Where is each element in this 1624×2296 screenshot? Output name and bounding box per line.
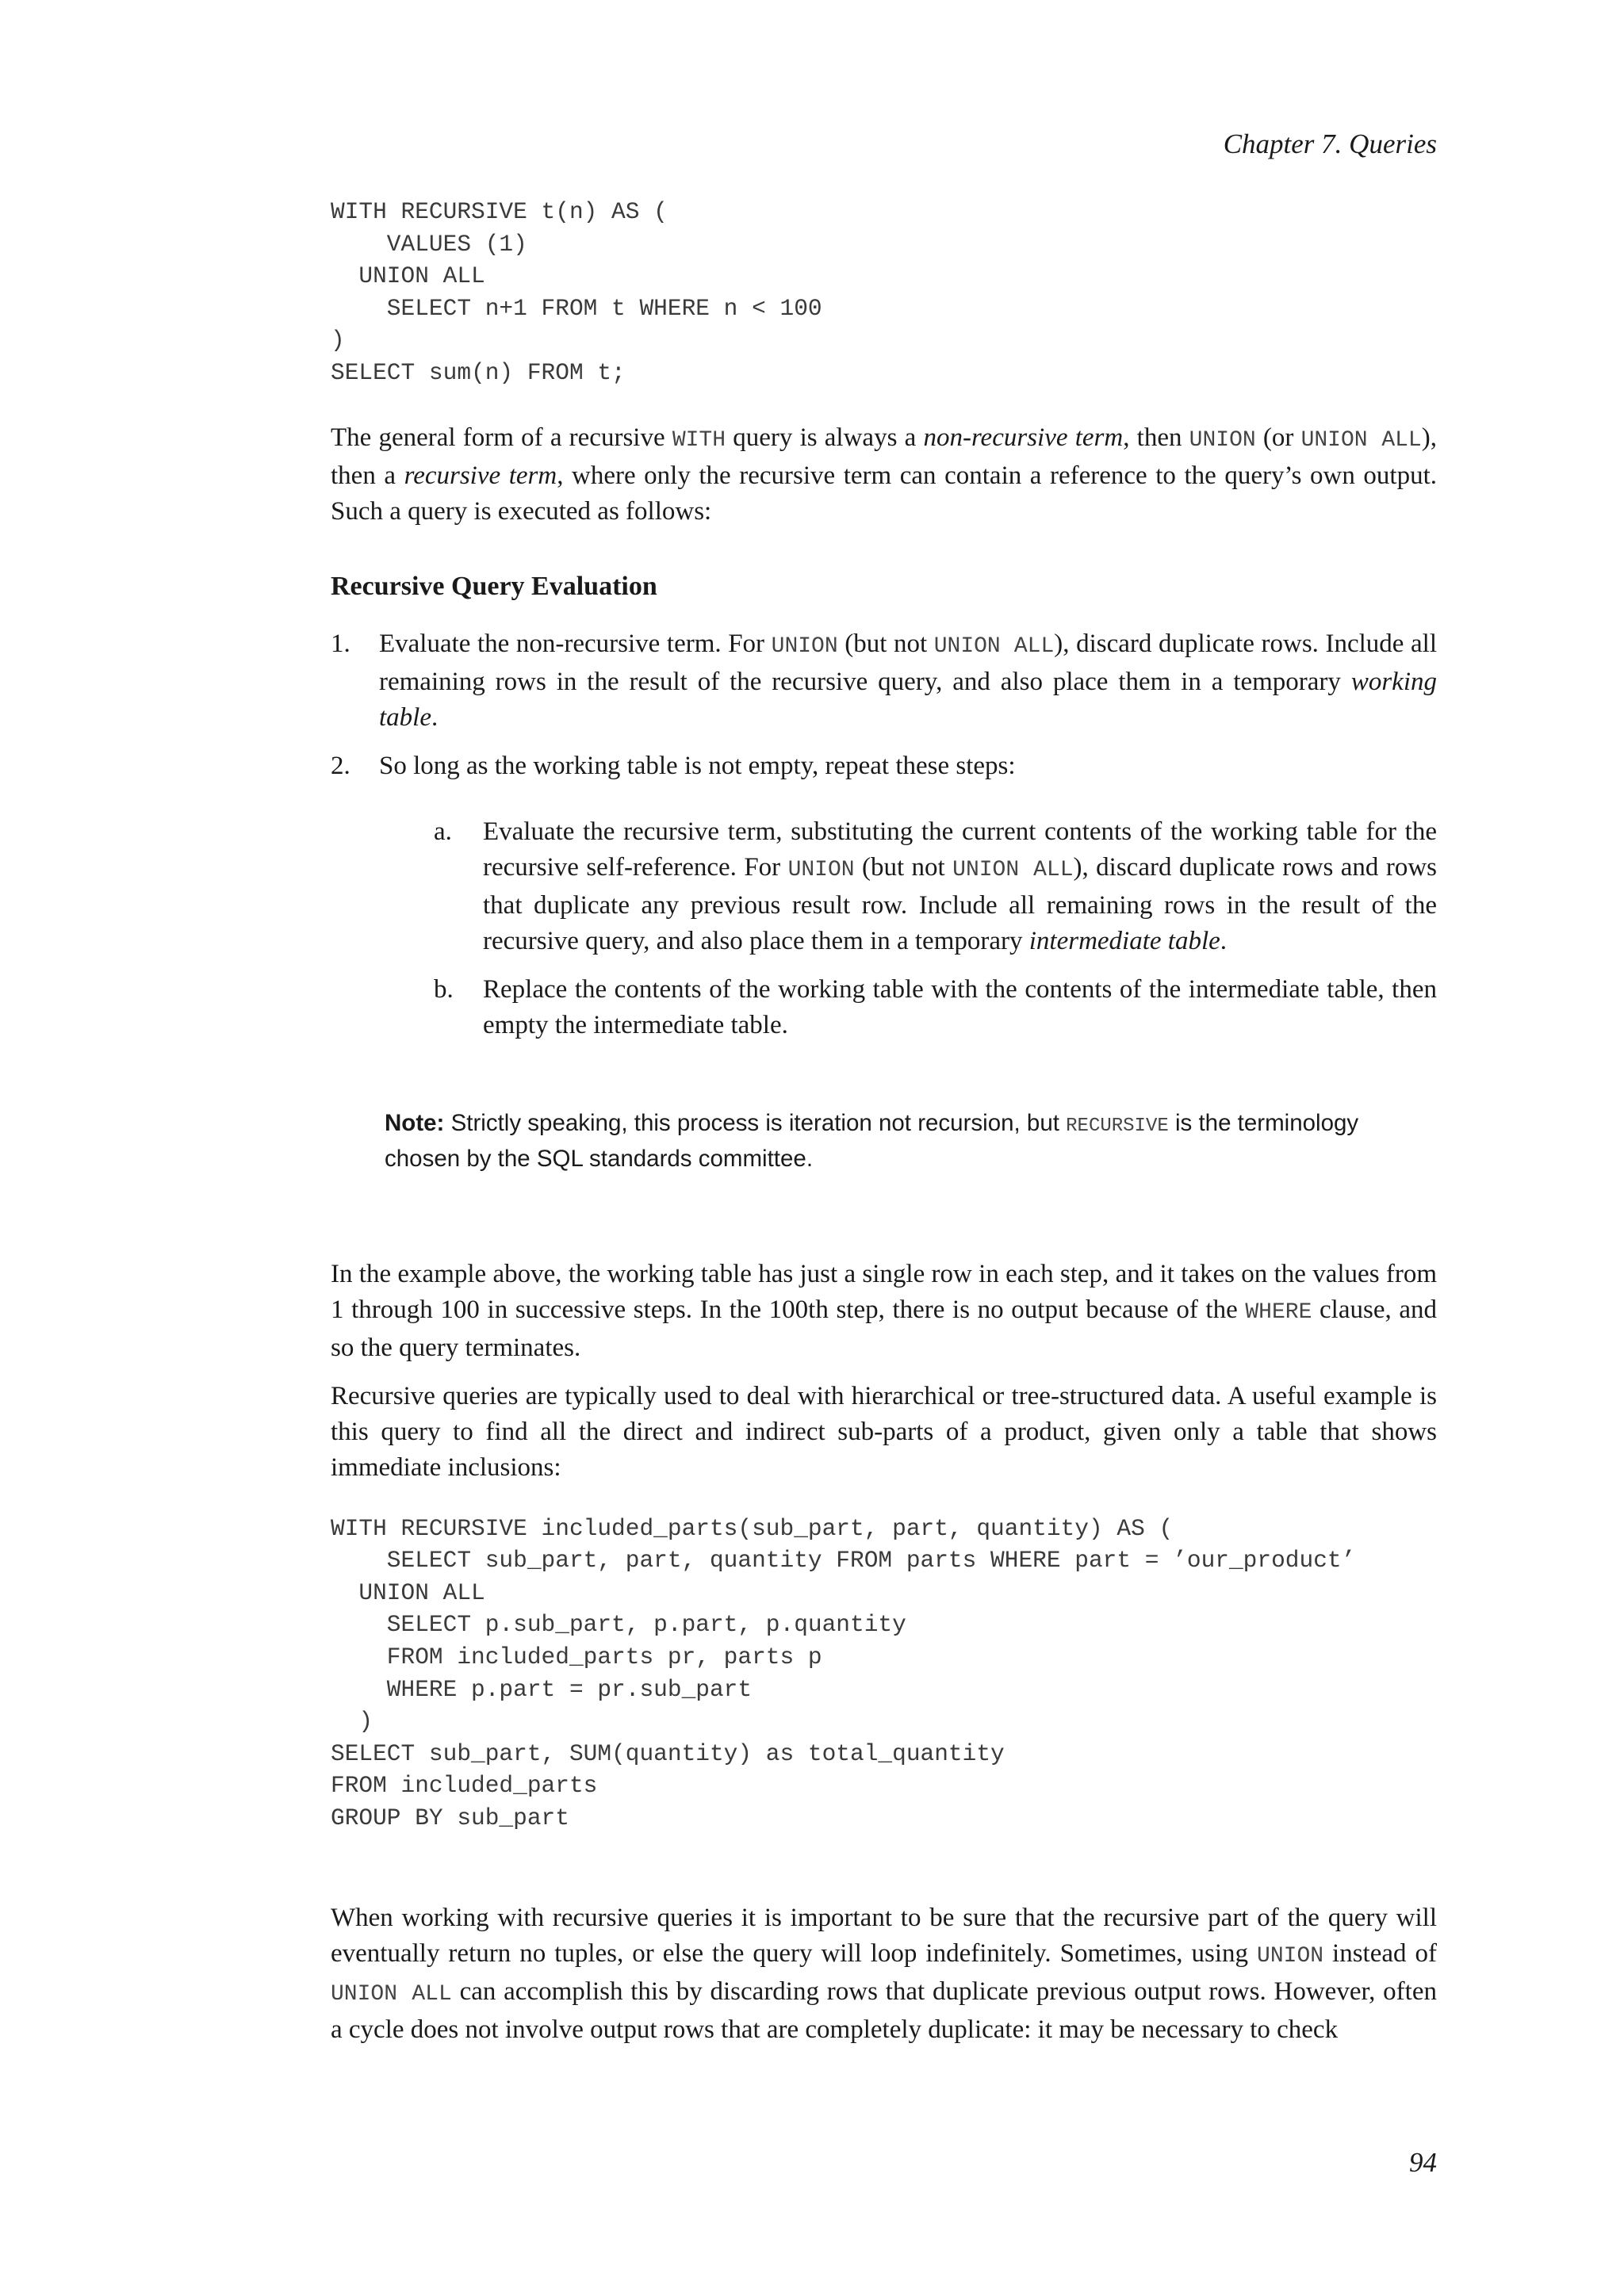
inline-code: UNION ALL xyxy=(331,1981,452,2007)
paragraph-general-form xyxy=(331,420,1437,530)
inline-code: UNION ALL xyxy=(933,633,1055,659)
text-run: ), discard duplicate rows and rows that duplicate any previous result row. Include all remaining rows in the result of the recursive query, and also place them in a temporary xyxy=(483,852,1438,955)
text-run: instead of xyxy=(1323,1938,1437,1968)
inline-code: WHERE xyxy=(1245,1299,1312,1325)
emphasis-text: intermediate table xyxy=(1028,926,1220,955)
inline-code: UNION xyxy=(1257,1943,1324,1969)
list-number: 2. xyxy=(331,751,350,780)
emphasis-text: recursive term xyxy=(404,461,557,490)
list-number: 1. xyxy=(331,629,350,658)
page-number: 94 xyxy=(1409,2147,1437,2178)
text-run: is the terminology chosen by the SQL standards committee. xyxy=(385,1109,1359,1172)
text-run: In the example above, the working table has just a single row in each step, and it takes on the values from 1 through 100 in successive steps. In the 100th step, there is no output because of the xyxy=(331,1259,1437,1324)
text-run: can accomplish this by discarding rows that duplicate previous output rows. However, often a cycle does not involve output rows that are completely duplicate: it may be necessary to check xyxy=(331,1976,1437,2044)
text-run: The general form of a recursive xyxy=(331,423,672,452)
paragraph-hierarchical-data: Recursive queries are typically used to deal with hierarchical or tree-structured data. A useful example is this query to find all the direct and indirect sub-parts of a product, given only a table that shows immediate inclusions: xyxy=(331,1381,1437,1482)
text-run: (but not xyxy=(854,852,953,882)
inline-code: UNION xyxy=(771,633,838,659)
inline-code: UNION xyxy=(1189,427,1256,453)
list-item-body xyxy=(483,814,1437,959)
paragraph-loop-warning xyxy=(331,1900,1437,2048)
text-run: ), discard duplicate rows. Include all remaining rows in the result of the recursive query, and also place them in a temporary xyxy=(379,629,1437,696)
inline-code: WITH xyxy=(672,427,726,453)
text-run: , where only the recursive term can contain a reference to the query’s own output. Such a query is executed as follows: xyxy=(331,461,1437,526)
page-content xyxy=(331,196,1437,2048)
list-item-body: So long as the working table is not empty, repeat these steps: xyxy=(379,751,1016,780)
running-header: Chapter 7. Queries xyxy=(1223,128,1437,159)
text-run: , then xyxy=(1123,423,1189,452)
list-item-step-2a xyxy=(331,814,1437,959)
list-item-body: Replace the contents of the working table with the contents of the intermediate table, then empty the intermediate table. xyxy=(483,974,1437,1039)
list-item-step-2b xyxy=(331,972,1437,1043)
list-item-step-1 xyxy=(331,626,1437,736)
inline-code: RECURSIVE xyxy=(1066,1115,1169,1137)
inline-code: UNION ALL xyxy=(1300,427,1422,453)
code-block-recursive-sum: WITH RECURSIVE t(n) AS ( VALUES (1) UNION ALL SELECT n+1 FROM t WHERE n < 100 ) SELECT sum(n) FROM t; xyxy=(331,198,822,386)
code-block-included-parts: WITH RECURSIVE included_parts(sub_part, part, quantity) AS ( SELECT sub_part, part, quantity FROM parts WHERE part = ’our_product’ UNION ALL SELECT p.sub_part, p.part, p.quantity FROM included_parts pr, parts p WHERE p.part = pr.sub_part ) SELECT sub_part, SUM(quantity) as total_quantity FROM included_parts GROUP BY sub_part xyxy=(331,1514,1356,1831)
inline-code: UNION xyxy=(787,857,855,882)
list-item-body xyxy=(379,626,1437,736)
list-letter: a. xyxy=(434,817,452,846)
text-run: When working with recursive queries it is important to be sure that the recursive part of the query will eventually return no tuples, or else the query will loop indefinitely. Sometimes, using xyxy=(331,1903,1437,1968)
emphasis-text: non-recursive term xyxy=(923,423,1124,452)
text-run: Evaluate the non-recursive term. For xyxy=(379,629,772,658)
text-run: query is always a xyxy=(726,423,924,452)
text-run: Evaluate the recursive term, substituting the current contents of the working table for the recursive self-reference. For xyxy=(483,817,1437,882)
text-run: ), then a xyxy=(331,423,1437,490)
text-run: . xyxy=(431,702,439,732)
text-run: Strictly speaking, this process is iteration not recursion, but xyxy=(444,1109,1067,1136)
emphasis-text: working table xyxy=(379,667,1437,732)
paragraph-example-explanation xyxy=(331,1257,1437,1366)
text-run: (but not xyxy=(837,629,934,658)
text-run: (or xyxy=(1255,423,1301,452)
list-letter: b. xyxy=(434,974,454,1004)
list-item-step-2 xyxy=(331,748,1437,784)
note-box xyxy=(385,1107,1437,1175)
note-label: Note: xyxy=(385,1109,445,1136)
text-run: clause, and so the query terminates. xyxy=(331,1295,1437,1362)
inline-code: UNION ALL xyxy=(952,857,1074,882)
section-title: Recursive Query Evaluation xyxy=(331,571,657,601)
text-run: . xyxy=(1220,926,1228,955)
